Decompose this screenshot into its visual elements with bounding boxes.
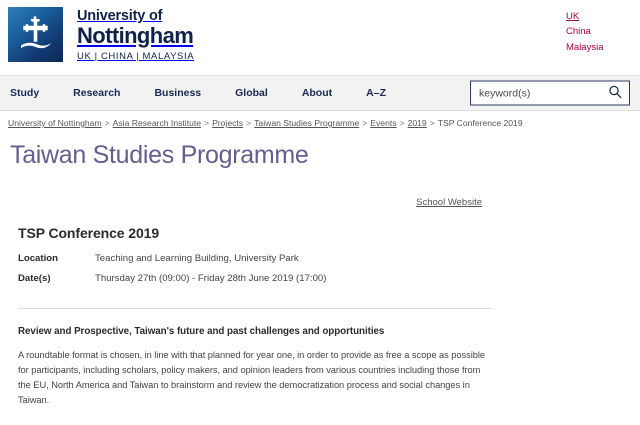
- search-box: [470, 81, 630, 106]
- country-links: [566, 9, 628, 55]
- breadcrumb-separator: >: [104, 118, 110, 128]
- nav-item-a-z[interactable]: A–Z: [366, 87, 386, 99]
- nav-item-business[interactable]: Business: [154, 87, 202, 99]
- main-navigation-bar: [0, 75, 640, 111]
- page-title: Taiwan Studies Programme: [10, 141, 309, 170]
- breadcrumb-separator: >: [429, 118, 435, 128]
- section-divider: [18, 308, 492, 309]
- wordmark: [77, 7, 194, 61]
- country-link-uk[interactable]: UK: [566, 11, 580, 22]
- event-body-paragraph: A roundtable format is chosen, in line with that planned for year one, in order to provide as free a scope as possible for participants, including scholars, policy makers, and opinion leaders from various countries including those from the EU, North America and Taiwan to brainstorm and review the democratization process and social changes in Taiwan.: [18, 349, 485, 405]
- breadcrumb-item-events[interactable]: Events: [370, 118, 397, 128]
- search-input[interactable]: [471, 82, 606, 105]
- nav-item-about[interactable]: About: [301, 87, 333, 99]
- breadcrumb-item-taiwan-studies-programme[interactable]: Taiwan Studies Programme: [254, 118, 360, 128]
- breadcrumb: [0, 111, 640, 129]
- event-detail-row-location: [18, 253, 326, 274]
- wordmark-campuses: UK | CHINA | MALAYSIA: [77, 50, 195, 62]
- breadcrumb-item-asia-research-institute[interactable]: Asia Research Institute: [112, 118, 202, 128]
- main-content: [0, 192, 640, 408]
- event-detail-value-dates: Thursday 27th (09:00) - Friday 28th June 2019 (17:00): [95, 273, 327, 285]
- nav-item-global[interactable]: Global: [235, 87, 268, 99]
- nav-items: [0, 87, 386, 99]
- event-details-table: [18, 253, 326, 294]
- wordmark-line-2: Nottingham: [77, 22, 194, 48]
- breadcrumb-separator: >: [399, 118, 405, 128]
- site-logo-link[interactable]: [8, 7, 194, 62]
- nav-item-study[interactable]: Study: [10, 87, 40, 99]
- wordmark-line-1: University of: [77, 8, 163, 24]
- nottingham-castle-emblem-icon: [8, 7, 63, 62]
- breadcrumb-item-university-of-nottingham[interactable]: University of Nottingham: [8, 118, 102, 128]
- event-title: TSP Conference 2019: [18, 224, 160, 241]
- event-detail-value-location: Teaching and Learning Building, University Park: [95, 252, 299, 264]
- event-detail-label-dates: Date(s): [18, 273, 51, 285]
- country-link-china[interactable]: China: [566, 26, 591, 38]
- site-header: [0, 0, 640, 75]
- event-detail-row-dates: [18, 273, 326, 294]
- school-website-link[interactable]: School Website: [416, 196, 482, 208]
- school-website-row: [10, 192, 630, 210]
- country-link-malaysia[interactable]: Malaysia: [566, 41, 604, 53]
- nav-item-research[interactable]: Research: [73, 87, 121, 99]
- search-submit-button[interactable]: [606, 82, 629, 105]
- breadcrumb-item-current: TSP Conference 2019: [437, 118, 523, 128]
- breadcrumb-separator: >: [362, 118, 368, 128]
- breadcrumb-item-2019[interactable]: 2019: [407, 118, 427, 128]
- event-body-heading: Review and Prospective, Taiwan's future and past challenges and opportunities: [18, 325, 385, 337]
- event-detail-label-location: Location: [18, 252, 58, 264]
- breadcrumb-separator: >: [204, 118, 210, 128]
- breadcrumb-separator: >: [246, 118, 252, 128]
- search-icon: [608, 85, 622, 102]
- breadcrumb-item-projects[interactable]: Projects: [212, 118, 244, 128]
